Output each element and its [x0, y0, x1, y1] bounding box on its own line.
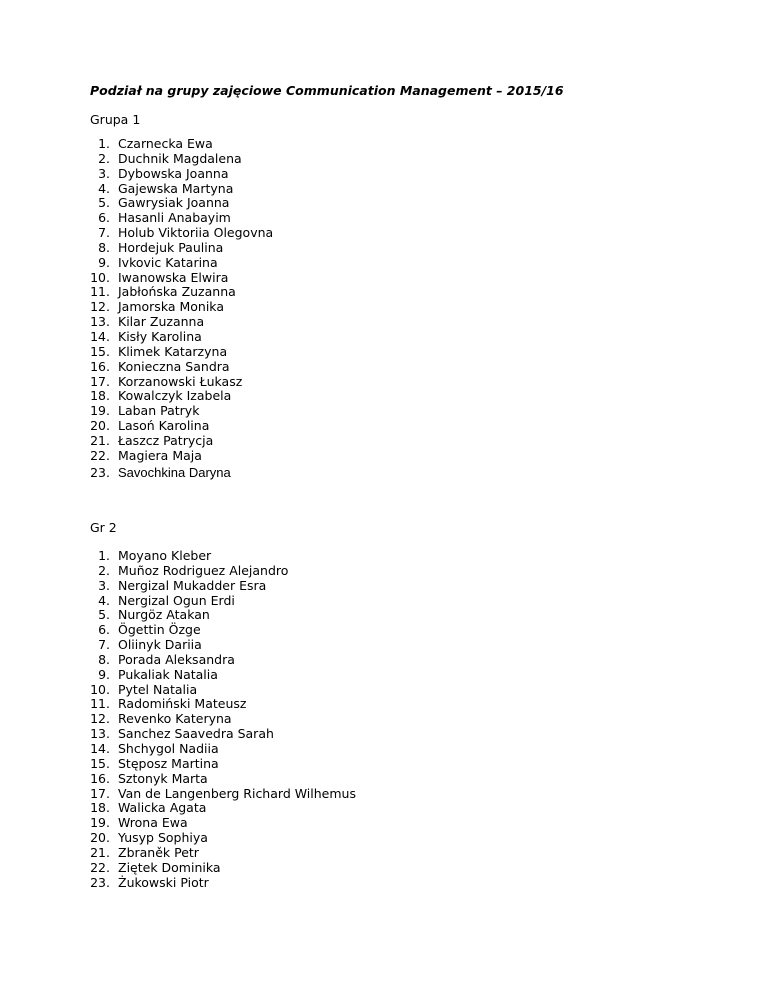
list-item-name: Pukaliak Natalia [118, 666, 218, 682]
list-item-name: Shchygol Nadiia [118, 740, 219, 756]
list-item-number: 10. [90, 269, 110, 285]
list-item-name: Dybowska Joanna [118, 165, 229, 181]
list-item-number: 5. [98, 195, 110, 211]
list-item [90, 564, 356, 579]
list-item [90, 464, 273, 481]
list-item-name: Nurgöz Atakan [118, 607, 210, 623]
list-item-name: Kilar Zuzanna [118, 314, 205, 330]
list-item-number: 1. [98, 136, 110, 151]
list-item-name: Laban Patryk [118, 403, 200, 419]
list-item-number: 23. [90, 464, 110, 480]
list-item [90, 831, 356, 846]
list-item-number: 20. [90, 418, 110, 434]
list-item-name: Stęposz Martina [118, 755, 219, 771]
list-item-name: Hordejuk Paulina [118, 239, 224, 255]
list-item [90, 623, 356, 638]
list-item-number: 19. [90, 815, 110, 831]
list-item [90, 876, 356, 891]
list-item [90, 375, 273, 390]
list-item [90, 846, 356, 861]
list-item [90, 285, 273, 300]
list-item-name: Pytel Natalia [118, 681, 198, 697]
list-item-name: Konieczna Sandra [118, 358, 230, 374]
list-item-name: Zbraněk Petr [118, 844, 199, 860]
list-item-number: 5. [98, 607, 110, 623]
list-item-number: 9. [98, 666, 110, 682]
list-item [90, 389, 273, 404]
list-item-name: Klimek Katarzyna [118, 343, 228, 359]
list-item-name: Holub Viktoriia Olegovna [118, 225, 274, 241]
list-item [90, 816, 356, 831]
list-item-number: 6. [98, 622, 110, 638]
list-item [90, 579, 356, 594]
list-item-name: Gajewska Martyna [118, 180, 234, 196]
list-item-name: Jamorska Monika [118, 299, 224, 315]
list-item-name: Oliinyk Dariia [118, 637, 202, 653]
list-item [90, 549, 356, 564]
list-item [90, 653, 356, 668]
list-item-number: 18. [90, 800, 110, 816]
list-item-number: 17. [90, 785, 110, 801]
list-item [90, 801, 356, 816]
list-item-number: 8. [98, 651, 110, 667]
list-item-number: 9. [98, 254, 110, 270]
list-item-number: 14. [90, 328, 110, 344]
list-item-name: Łaszcz Patrycja [118, 432, 214, 448]
list-item [90, 345, 273, 360]
list-item-name: Gawrysiak Joanna [118, 195, 230, 211]
list-item [90, 315, 273, 330]
list-item-number: 7. [98, 225, 110, 241]
list-item [90, 137, 273, 152]
list-item-name: Yusyp Sophiya [118, 830, 208, 846]
list-item-number: 4. [98, 180, 110, 196]
list-item [90, 712, 356, 727]
list-item-number: 2. [98, 150, 110, 166]
group-2-list [90, 549, 356, 890]
list-item-number: 22. [90, 859, 110, 875]
list-item-name: Muñoz Rodriguez Alejandro [118, 562, 289, 578]
document-title: Podział na grupy zajęciowe Communication Management – 2015/16 [90, 83, 564, 98]
list-item-name: Czarnecka Ewa [118, 136, 213, 151]
list-item-number: 22. [90, 447, 110, 463]
list-item [90, 861, 356, 876]
list-item [90, 608, 356, 623]
list-item [90, 330, 273, 345]
list-item [90, 196, 273, 211]
list-item [90, 697, 356, 712]
list-item-number: 4. [98, 592, 110, 608]
list-item-number: 21. [90, 844, 110, 860]
list-item-name: Iwanowska Elwira [118, 269, 229, 285]
list-item-name: Nergizal Ogun Erdi [118, 592, 235, 608]
list-item-number: 20. [90, 830, 110, 846]
list-item-number: 14. [90, 740, 110, 756]
list-item-name: Ziętek Dominika [118, 859, 221, 875]
list-item-number: 11. [90, 696, 110, 712]
list-item-number: 8. [98, 239, 110, 255]
list-item-name: Savochkina Daryna [118, 464, 231, 480]
list-item-number: 15. [90, 755, 110, 771]
list-item-number: 16. [90, 770, 110, 786]
group-1-heading: Grupa 1 [90, 112, 141, 127]
list-item-name: Radomiński Mateusz [118, 696, 247, 712]
list-item [90, 638, 356, 653]
list-item-name: Jabłońska Zuzanna [118, 284, 236, 300]
list-item-name: Wrona Ewa [118, 815, 188, 831]
list-item-number: 15. [90, 343, 110, 359]
list-item [90, 167, 273, 182]
list-item-name: Revenko Kateryna [118, 711, 232, 727]
list-item [90, 419, 273, 434]
list-item-name: Moyano Kleber [118, 548, 212, 563]
list-item [90, 787, 356, 802]
list-item-number: 23. [90, 874, 110, 890]
list-item [90, 404, 273, 419]
list-item [90, 300, 273, 315]
list-item [90, 742, 356, 757]
list-item-number: 10. [90, 681, 110, 697]
list-item-name: Żukowski Piotr [118, 874, 209, 890]
list-item-number: 18. [90, 388, 110, 404]
list-item-number: 11. [90, 284, 110, 300]
list-item-number: 3. [98, 165, 110, 181]
list-item-name: Ögettin Özge [118, 622, 201, 638]
list-item [90, 668, 356, 683]
list-item-name: Sanchez Saavedra Sarah [118, 726, 274, 742]
list-item [90, 360, 273, 375]
group-2-heading: Gr 2 [90, 520, 117, 535]
list-item-name: Duchnik Magdalena [118, 150, 242, 166]
list-item-number: 12. [90, 711, 110, 727]
list-item [90, 594, 356, 609]
list-item [90, 449, 273, 464]
list-item-number: 13. [90, 726, 110, 742]
list-item-number: 6. [98, 210, 110, 226]
list-item-number: 7. [98, 637, 110, 653]
list-item-name: Walicka Agata [118, 800, 207, 816]
list-item-name: Kowalczyk Izabela [118, 388, 232, 404]
list-item [90, 182, 273, 197]
list-item-name: Ivkovic Katarina [118, 254, 218, 270]
list-item [90, 271, 273, 286]
list-item [90, 772, 356, 787]
list-item [90, 727, 356, 742]
list-item-number: 2. [98, 562, 110, 578]
list-item-name: Lasoń Karolina [118, 418, 210, 434]
list-item-name: Sztonyk Marta [118, 770, 208, 786]
list-item-name: Hasanli Anabayim [118, 210, 231, 226]
list-item-name: Van de Langenberg Richard Wilhemus [118, 785, 356, 801]
list-item [90, 241, 273, 256]
list-item-number: 13. [90, 314, 110, 330]
list-item [90, 226, 273, 241]
list-item [90, 683, 356, 698]
list-item-number: 21. [90, 432, 110, 448]
list-item-name: Nergizal Mukadder Esra [118, 577, 267, 593]
list-item [90, 152, 273, 167]
list-item-name: Kisły Karolina [118, 328, 202, 344]
group-1-list [90, 137, 273, 481]
list-item-number: 17. [90, 373, 110, 389]
list-item-number: 16. [90, 358, 110, 374]
list-item-name: Magiera Maja [118, 447, 202, 463]
list-item-number: 12. [90, 299, 110, 315]
list-item [90, 757, 356, 772]
list-item [90, 211, 273, 226]
list-item-number: 3. [98, 577, 110, 593]
list-item [90, 256, 273, 271]
list-item [90, 434, 273, 449]
list-item-name: Korzanowski Łukasz [118, 373, 243, 389]
list-item-number: 1. [98, 548, 110, 563]
list-item-number: 19. [90, 403, 110, 419]
list-item-name: Porada Aleksandra [118, 651, 235, 667]
